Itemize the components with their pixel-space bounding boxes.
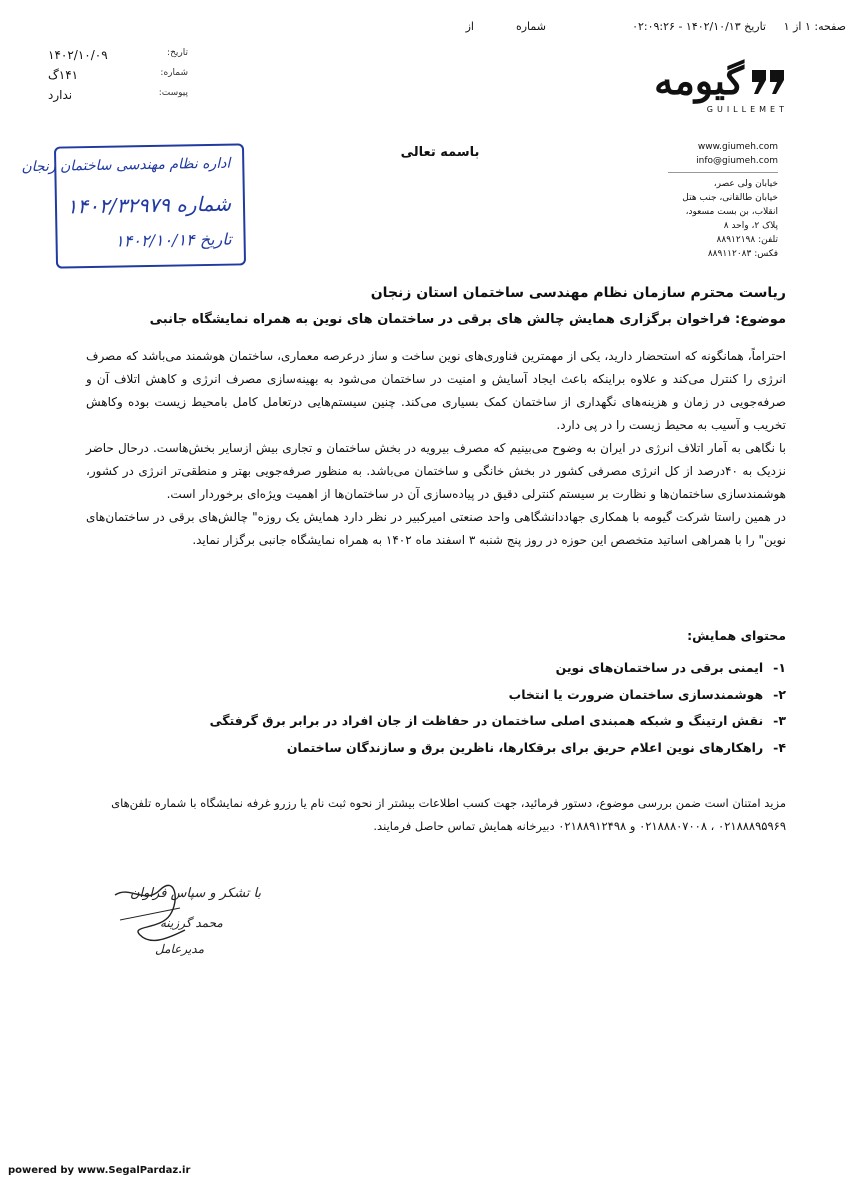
signature-thanks: با تشکر و سپاس فراوان (130, 886, 262, 901)
signature-block (110, 880, 270, 960)
item-text: راهکارهای نوین اعلام حریق برای برقکارها، ناظرین برق و سازندگان ساختمان (286, 739, 764, 755)
contact-line: خیابان طالقانی، جنب هتل (682, 193, 778, 203)
content-list (96, 655, 786, 761)
header-date: تاریخ ۱۴۰۲/۱۰/۱۳ - ۰۲:۰۹:۲۶ (632, 20, 766, 33)
header-number-label: شماره (515, 20, 546, 33)
meta-date-label: تاریخ: (167, 48, 188, 58)
paragraph-statistics: با نگاهی به آمار اتلاف انرژی در ایران به وضوح می‌بینیم که مصرف بیرویه در بخش ساختمان و تجاری بیش ازسایر بخش‌هاست. درحال حاضر نزدیک به ۴۰درصد از کل انرژی مصرفی کشور در بخش خانگی و ساختمان می‌باشد. به منظور صرفه‌جویی بهتر و منطقی‌تر انرژی در کشور، هوشمندسازی ساختمان‌ها و نظارت بر سیستم کنترلی دقیق در پیاده‌سازی آن در ساختمان‌ها از اهمیت ویژه‌ای برخوردار است. (86, 441, 786, 501)
meta-number-value: ۱۴۱گ (48, 68, 79, 82)
meta-date-value: ۱۴۰۲/۱۰/۰۹ (48, 48, 108, 62)
list-item (96, 735, 786, 762)
page-indicator: صفحه: ۱ از ۱ (783, 20, 846, 33)
item-text: هوشمندسازی ساختمان ضرورت یا انتخاب (508, 686, 764, 702)
logo-wordmark: گیومه (654, 58, 744, 103)
item-number: ۳- (773, 713, 786, 728)
content-heading: محتوای همایش: (687, 628, 786, 643)
paragraph-event: در همین راستا شرکت گیومه با همکاری جهاددانشگاهی واحد صنعتی امیرکبیر در نظر دارد همایش یک روزه" چالش‌های برقی در ساختمان‌های نوین" را با همراهی اساتید متخصص این حوزه در روز پنج شنبه ۳ اسفند ماه ۱۴۰۲ به همراه نمایشگاه جانبی برگزار نماید. (86, 510, 786, 547)
system-header (236, 20, 846, 38)
letter-body (86, 345, 786, 552)
logo-latin: GUILLEMET (706, 105, 788, 114)
stamp-date-label: تاریخ (199, 229, 232, 250)
item-number: ۴- (773, 739, 786, 755)
company-logo (638, 58, 788, 114)
contact-line: خیابان ولی عصر، (713, 179, 778, 189)
list-item (96, 682, 786, 709)
stamp-number-label: شماره (176, 191, 232, 217)
contact-phone: تلفن: ۸۸۹۱۲۱۹۸ (716, 235, 778, 245)
closing-paragraph: مزید امتنان است ضمن بررسی موضوع، دستور فرمائید، جهت کسب اطلاعات بیشتر از نحوه ثبت نام یا رزرو غرفه نمایشگاه با شماره تلفن‌های ۰۲۱۸۸۸۹۵۹۶۹ ، ۰۲۱۸۸۸۰۷۰۰۸ و ۰۲۱۸۸۹۱۲۴۹۸ دبیرخانه همایش تماس حاصل فرمایند. (111, 796, 786, 833)
letter-meta (48, 48, 188, 108)
stamp-number-value: ۱۴۰۲/۳۲۹۷۹ (66, 192, 171, 219)
contact-line: پلاک ۲، واحد ۸ (723, 221, 778, 231)
powered-by-footer: powered by www.SegalPardaz.ir (8, 1165, 191, 1176)
contact-fax: فکس: ۸۸۹۱۱۲۰۸۳ (707, 249, 778, 259)
list-item (96, 708, 786, 735)
item-text: ایمنی برقی در ساختمان‌های نوین (555, 660, 764, 675)
meta-attachment-value: ندارد (48, 88, 73, 102)
header-from: از (465, 20, 474, 33)
received-stamp (21, 143, 246, 268)
meta-number-label: شماره: (160, 68, 188, 78)
signature-title: مدیرعامل (155, 942, 205, 956)
subject-line: موضوع: فراخوان برگزاری همایش چالش های برقی در ساختمان های نوین به همراه نمایشگاه جانبی (149, 312, 786, 327)
email-link[interactable]: info@giumeh.com (696, 156, 778, 166)
paragraph-intro: احتراماً، همانگونه که استحضار دارید، یکی از مهمترین فناوری‌های نوین ساخت و ساز درعرصه معماری، ساختمان هوشمند می‌باشد که مصرف انرژی را کنترل می‌کند و علاوه براینکه باعث ایجاد آسایش و امنیت در ساختمان می‌شود به بهینه‌سازی مصرف انرژی و کاهش اتلاف آن و صرفه‌جویی در زمان و هزینه‌های نگهداری از ساختمان کمک بسیاری می‌کند. چنین سیستم‌هایی درتعامل کامل بامحیط زیست بوده وکاهش تخریب و آسیب به محیط زیست را در پی دارد. (86, 349, 786, 432)
website-link[interactable]: www.giumeh.com (697, 142, 778, 152)
meta-attachment-label: پیوست: (158, 88, 188, 98)
item-number: ۲- (773, 686, 786, 702)
stamp-org: اداره نظام مهندسی ساختمان زنجان (21, 155, 231, 176)
signature-name: محمد گرزینه (160, 916, 223, 930)
contact-line: انقلاب، بن بست مسعود، (685, 207, 778, 217)
item-number: ۱- (773, 660, 786, 675)
item-text: نقش ارتینگ و شبکه همبندی اصلی ساختمان در حفاظت از جان افراد در برابر برق گرفتگی (209, 713, 764, 728)
stamp-date-value: ۱۴۰۲/۱۰/۱۴ (114, 230, 195, 251)
quote-mark-icon (750, 66, 788, 96)
invocation: باسمه تعالی (400, 145, 480, 160)
addressee: ریاست محترم سازمان نظام مهندسی ساختمان استان زنجان (370, 285, 786, 301)
list-item (96, 655, 786, 682)
company-contact (668, 140, 778, 261)
